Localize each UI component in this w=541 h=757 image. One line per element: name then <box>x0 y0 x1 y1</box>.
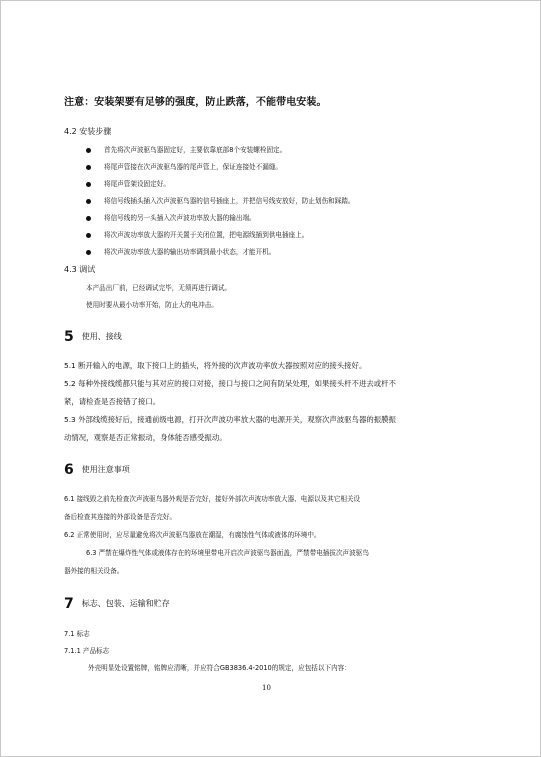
bullet-icon <box>86 182 91 187</box>
bullet-icon <box>86 148 91 153</box>
clause-5-3: 5.3 外部线缆接好后，接通前级电源，打开次声波功率放大器的电源开关，观察次声波驱鸟器的振膜振 动情况，观察是否正常振动，身体能否感受振动。 <box>64 415 396 442</box>
bullet-icon <box>86 216 91 221</box>
safety-warning: 注意：安装架要有足够的强度，防止跌落，不能带电安装。 <box>64 97 327 108</box>
clause-5-2: 5.2 每种外接线缆都只能与其对应的接口对接，接口与接口之间有防呆处理，如果接头杆不进去或杆不 紧，请检查是否接错了接口。 <box>64 379 396 406</box>
list-item: 将尾声管架设固定好。 <box>86 176 355 193</box>
clause-6-1: 6.1 接线毁之前先检查次声波驱鸟器外观是否完好，接好外部次声波功率放大器、电源以及其它相关设 备后检查其连接的外部设备是否完好。 <box>64 495 361 521</box>
list-item: 首先将次声波驱鸟器固定好，主要依靠底部8个安装螺栓固定。 <box>86 142 355 159</box>
chapter-number: 7 <box>64 595 74 612</box>
bullet-icon <box>86 233 91 238</box>
page-number: 10 <box>262 684 271 692</box>
clause-6-3: 6.3 严禁在爆炸性气体或液体存在的环境里带电开启次声波驱鸟器面盖，严禁带电插拔次声波驱鸟 器外接的相关设备。 <box>64 549 369 575</box>
list-item: 将尾声管接在次声波驱鸟器的尾声管上，保证连接处不漏缝。 <box>86 159 355 176</box>
list-item: 将次声波功率放大器的开关置于关闭位置，把电源线插到供电插座上。 <box>86 227 355 244</box>
chapter-title: 标志、包装、运输和贮存 <box>81 599 170 608</box>
chapter-title: 使用注意事项 <box>81 465 130 474</box>
chapter-5-heading <box>64 326 122 345</box>
debug-line-2: 使用时要从最小功率开始，防止大的电冲击。 <box>86 301 218 309</box>
section-4-3-heading: 4.3 调试 <box>64 265 96 274</box>
debug-line-1: 本产品出厂前，已经调试完毕，无须再进行调试。 <box>86 284 232 292</box>
chapter-number: 5 <box>64 328 74 345</box>
bullet-icon <box>86 165 91 170</box>
section-4-2-heading: 4.2 安装步骤 <box>64 127 112 136</box>
chapter-6-heading <box>64 459 130 478</box>
list-item: 将信号线的另一头插入次声波功率放大器的输出端。 <box>86 210 355 227</box>
clause-6-2: 6.2 正常使用时，应尽量避免将次声波驱鸟器放在潮湿，有腐蚀性气体或液体的环境中。 <box>64 531 321 539</box>
clause-5-1: 5.1 断开输入的电源，取下接口上的插头，将外接的次声波功率放大器按照对应的接头接好。 <box>64 361 367 370</box>
subsection-7-1: 7.1 标志 <box>64 630 90 638</box>
chapter-number: 6 <box>64 461 74 478</box>
list-item: 将信号线插头插入次声波驱鸟器的信号插座上，并把信号线安放好，防止划伤和踩踏。 <box>86 193 355 210</box>
marking-paragraph: 外壳明显处设置铭牌，铭牌应清晰，并应符合GB3836.4-2010的规定，应包括以下内容： <box>88 664 351 672</box>
bullet-icon <box>86 199 91 204</box>
list-item: 将次声波功率放大器的输出功率调到最小状态，才能开机。 <box>86 244 355 261</box>
chapter-title: 使用、接线 <box>81 332 122 341</box>
subsection-7-1-1: 7.1.1 产品标志 <box>64 647 110 655</box>
bullet-icon <box>86 250 91 255</box>
installation-steps-list <box>86 142 355 261</box>
chapter-7-heading <box>64 593 170 612</box>
